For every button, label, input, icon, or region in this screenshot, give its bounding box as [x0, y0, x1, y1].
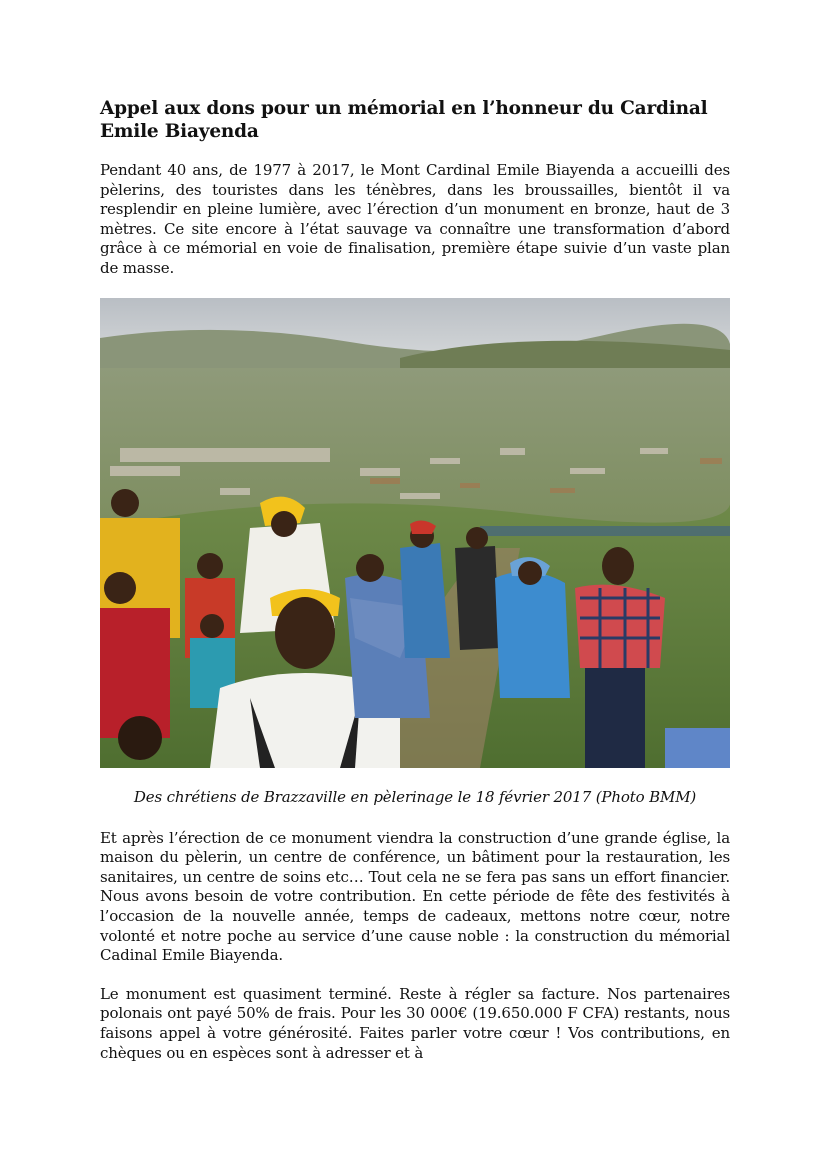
document-page	[100, 97, 730, 1063]
pilgrimage-photo-illustration	[100, 298, 730, 768]
paragraph-intro: Pendant 40 ans, de 1977 à 2017, le Mont Cardinal Emile Biayenda a accueilli des pèlerins, des touristes dans les ténèbres, dans les broussailles, bientôt il va resplendir en pleine lumière, avec l’érection d’un monument en bronze, haut de 3 mètres. Ce site encore à l’état sauvage va connaître une transformation d’abord grâce à ce mémorial en voie de finalisation, première étape suivie d’un vaste plan de masse.	[100, 161, 730, 277]
paragraph-construction: Et après l’érection de ce monument viendra la construction d’une grande église, la maison du pèlerin, un centre de conférence, un bâtiment pour la restauration, les sanitaires, un centre de soins etc… Tout cela ne se fera pas sans un effort financier. Nous avons besoin de votre contribution. En cette période de fête des festivités à l’occasion de la nouvelle année, temps de cadeaux, mettons notre cœur, notre volonté et notre poche au service d’une cause noble : la construction du mémorial Cadinal Emile Biayenda.	[100, 828, 730, 965]
paragraph-donation: Le monument est quasiment terminé. Reste à régler sa facture. Nos partenaires polonais ont payé 50% de frais. Pour les 30 000€ (19.650.000 F CFA) restants, nous faisons appel à votre générosité. Faites parler votre cœur ! Vos contributions, en chèques ou en espèces sont à adresser et à	[100, 984, 730, 1062]
pilgrimage-photo	[100, 298, 730, 768]
photo-caption: Des chrétiens de Brazzaville en pèlerinage le 18 février 2017 (Photo BMM)	[133, 787, 697, 806]
article-title: Appel aux dons pour un mémorial en l’honneur du Cardinal Emile Biayenda	[100, 98, 708, 142]
